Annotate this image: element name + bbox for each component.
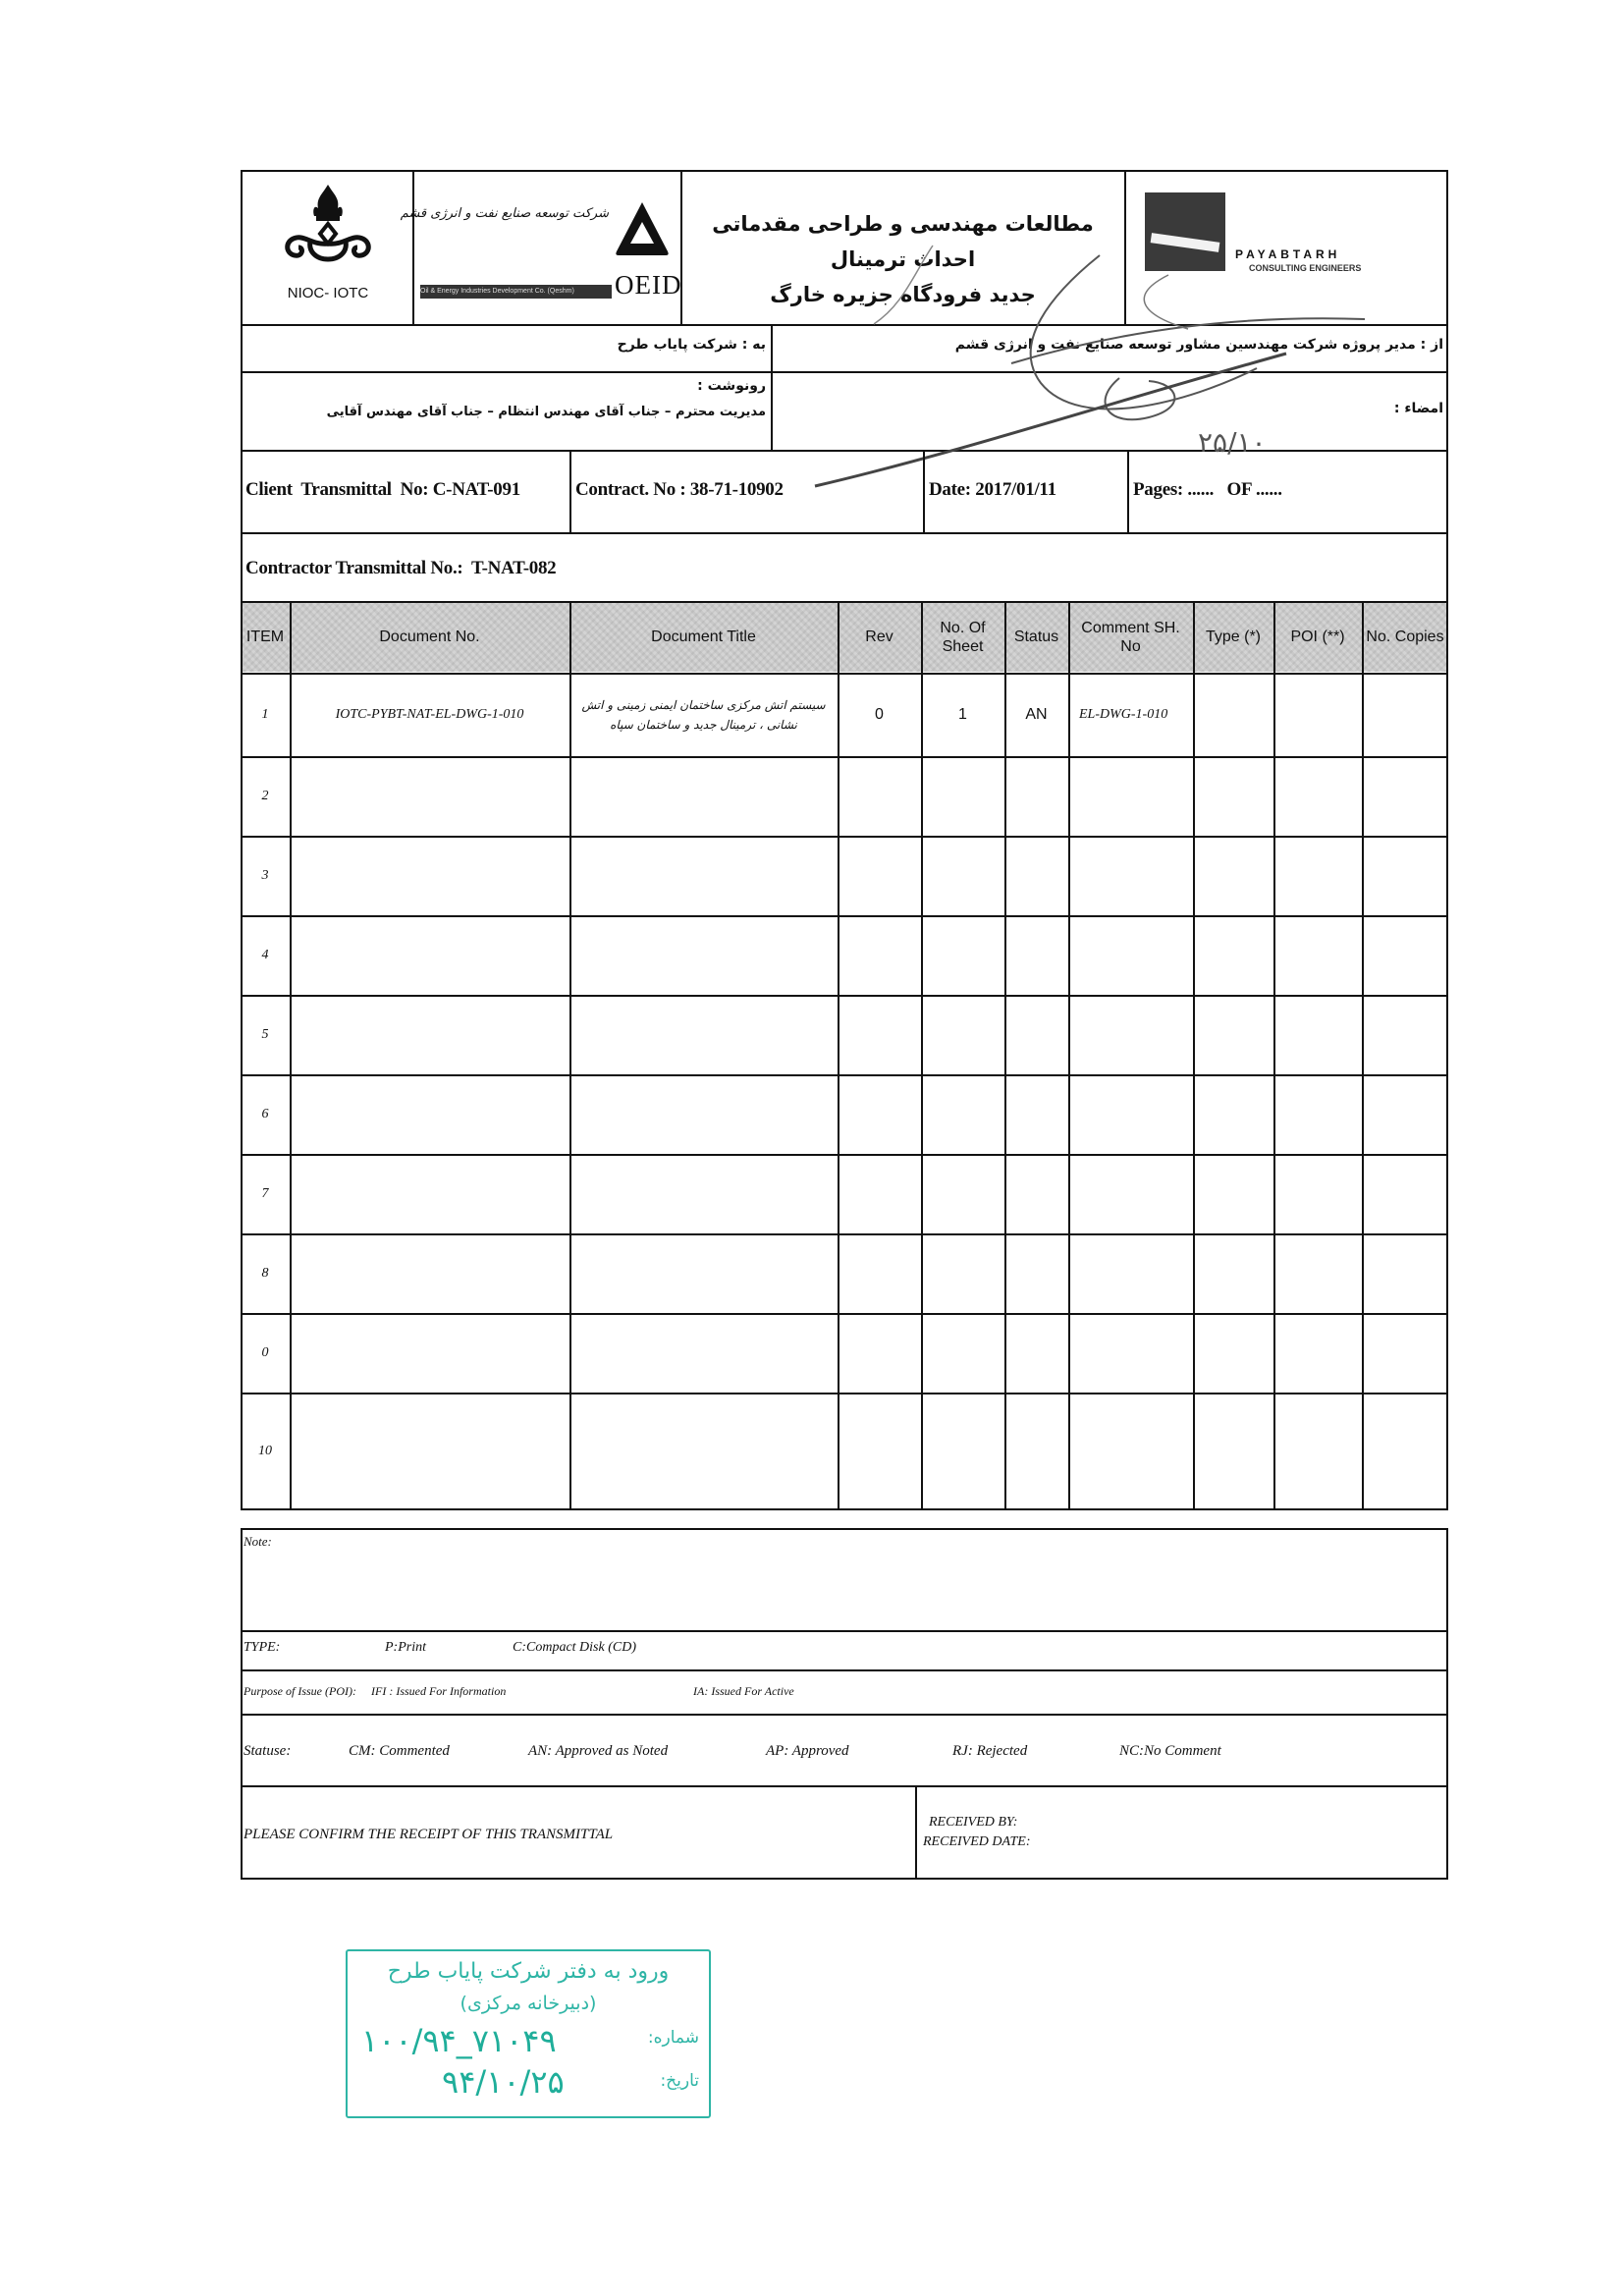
table-cell-item: 7 [261, 1185, 269, 1201]
table-row-divider [241, 915, 1448, 917]
table-cell-item: 0 [261, 1344, 269, 1360]
status-nc: NC:No Comment [1119, 1743, 1221, 1759]
table-column-divider [838, 601, 839, 1510]
oeid-logo [400, 177, 682, 319]
table-column-header: No. Copies [1366, 629, 1444, 645]
table-column-divider [1193, 601, 1195, 1510]
table-cell-doc-no: IOTC-PYBT-NAT-EL-DWG-1-010 [335, 706, 524, 722]
table-row-divider [241, 1313, 1448, 1315]
receipt-stamp [346, 1949, 711, 2118]
table-row-divider [241, 1074, 1448, 1076]
to-field: به : شرکت پایاب طرح [617, 337, 766, 353]
cc-value: مدیریت محترم – جناب آقای مهندس انتظام – جناب آقای مهندس آقایی [326, 405, 766, 419]
contract-no: Contract. No : 38-71-10902 [575, 479, 784, 500]
table-column-divider [1004, 601, 1006, 1510]
cc-label: رونوشت : [697, 378, 766, 394]
type-label: TYPE: [244, 1640, 281, 1655]
table-column-header: ITEM [245, 629, 285, 645]
stamp-line1: ورود به دفتر شرکت پایاب طرح [387, 1959, 670, 1984]
oeid-text: OEID [615, 270, 682, 300]
signature-label: امضاء : [1393, 401, 1443, 416]
status-cm: CM: Commented [349, 1743, 450, 1759]
table-cell-item: 2 [261, 788, 269, 803]
transmittal-date: Date: 2017/01/11 [929, 479, 1056, 500]
table-column-divider [1068, 601, 1070, 1510]
table-row-divider [241, 1393, 1448, 1394]
table-cell-rev: 0 [875, 705, 884, 723]
confirm-receipt-text: PLEASE CONFIRM THE RECEIPT OF THIS TRANSMITTAL [244, 1827, 614, 1842]
table-cell-status: AN [1025, 705, 1048, 723]
type-cd: C:Compact Disk (CD) [513, 1640, 636, 1655]
table-cell-item: 3 [261, 867, 269, 883]
stamp-number-value: ۱۰۰/۹۴_۷۱۰۴۹ [361, 2022, 557, 2059]
from-field: از : مدیر پروژه شرکت مهندسین مشاور توسعه صنایع نفت و انرژی قشم [954, 337, 1443, 353]
table-column-header: Rev [865, 629, 893, 645]
table-column-header: POI (**) [1290, 629, 1345, 645]
signature-date-annotation: ۲۵/۱۰ [1198, 426, 1267, 459]
payabtarh-sub: CONSULTING ENGINEERS [1249, 263, 1362, 273]
note-label: Note: [244, 1534, 272, 1549]
table-column-header: Type (*) [1205, 629, 1261, 645]
status-an: AN: Approved as Noted [528, 1743, 669, 1759]
table-cell-item: 5 [261, 1026, 269, 1042]
status-label: Statuse: [244, 1743, 292, 1759]
poi-ifi: IFI : Issued For Information [371, 1684, 507, 1698]
table-column-header: Comment SH. No [1081, 619, 1180, 655]
table-column-divider [290, 601, 292, 1510]
table-column-divider [1362, 601, 1364, 1510]
table-column-header: Document Title [651, 629, 756, 645]
status-rj: RJ: Rejected [952, 1743, 1028, 1759]
received-date-label: RECEIVED DATE: [923, 1834, 1031, 1849]
contractor-transmittal-no: Contractor Transmittal No.: T-NAT-082 [245, 558, 557, 578]
payabtarh-name: PAYABTARH [1235, 247, 1341, 261]
table-row-divider [241, 1154, 1448, 1156]
client-transmittal-no: Client Transmittal No: C-NAT-091 [245, 479, 520, 500]
stamp-line2: (دبیرخانه مرکزی) [460, 1993, 597, 2014]
table-column-divider [569, 601, 571, 1510]
table-cell-comment-sh: EL-DWG-1-010 [1079, 706, 1168, 722]
table-column-header: No. Of Sheet [940, 619, 986, 655]
table-row-divider [241, 995, 1448, 997]
stamp-date-value: ۹۴/۱۰/۲۵ [442, 2063, 565, 2101]
table-cell-item: 1 [261, 706, 269, 722]
project-title-line1: مطالعات مهندسی و طراحی مقدماتی احداث ترمینال [712, 212, 1094, 271]
nioc-logo [245, 177, 410, 314]
poi-ia: IA: Issued For Active [693, 1684, 794, 1698]
oeid-persian-name: شرکت توسعه صنایع نفت و انرژی قشم [400, 206, 609, 221]
nioc-emblem-icon [245, 177, 410, 275]
table-column-divider [921, 601, 923, 1510]
pages-count: Pages: ...... OF ...... [1133, 479, 1282, 500]
table-cell-item: 4 [261, 947, 269, 962]
table-cell-item: 8 [261, 1265, 269, 1281]
table-cell-sheets: 1 [958, 705, 967, 723]
table-cell-title: سیستم اتش مرکزی ساختمان ایمنی زمینی و اتش نشانی ، ترمینال جدید و ساختمان سپاه [581, 697, 826, 732]
table-row-divider [241, 1233, 1448, 1235]
poi-label: Purpose of Issue (POI): [244, 1684, 356, 1698]
stamp-number-label: شماره: [647, 2028, 699, 2048]
table-column-header: Document No. [379, 629, 480, 645]
nioc-label: NIOC- IOTC [287, 285, 369, 301]
table-cell-item: 10 [258, 1444, 272, 1458]
status-ap: AP: Approved [766, 1743, 849, 1759]
table-column-header: Status [1013, 629, 1059, 645]
table-row-divider [241, 836, 1448, 838]
oeid-band: Oil & Energy Industries Development Co. (Qeshm) [420, 285, 612, 299]
handwritten-signature [815, 236, 1404, 501]
oeid-triangle-icon [613, 198, 672, 259]
received-by-label: RECEIVED BY: [929, 1815, 1018, 1830]
table-row-divider [241, 756, 1448, 758]
project-title-line2: جدید فرودگاه جزیره خارگ [770, 283, 1036, 306]
type-print: P:Print [385, 1640, 426, 1655]
table-column-divider [1273, 601, 1275, 1510]
stamp-date-label: تاریخ: [660, 2071, 699, 2091]
table-cell-item: 6 [261, 1106, 269, 1121]
